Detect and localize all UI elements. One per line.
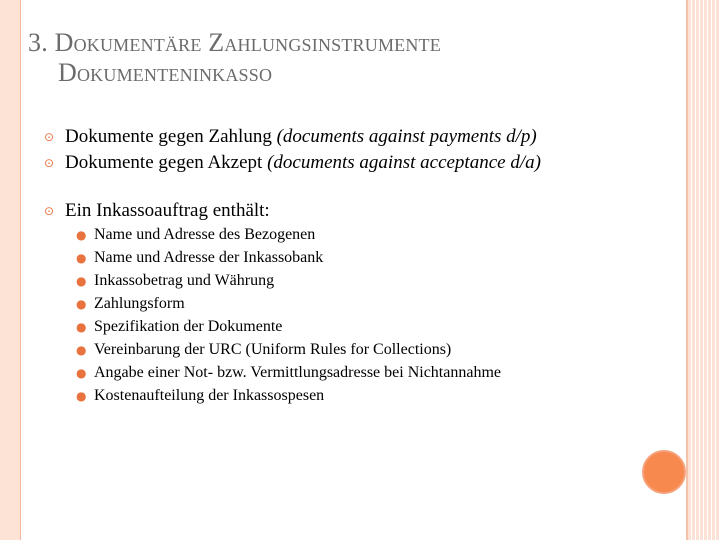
sub-bullet-icon: ● bbox=[76, 274, 87, 288]
sub-item-list bbox=[44, 226, 644, 405]
section-heading: Ein Inkassoauftrag enthält: bbox=[65, 200, 270, 221]
decorative-circle bbox=[642, 450, 686, 494]
slide-title bbox=[28, 28, 668, 88]
sub-bullet-icon: ● bbox=[76, 251, 87, 265]
title-line-2: Dokumenteninkasso bbox=[58, 58, 273, 87]
sub-bullet-icon: ● bbox=[76, 228, 87, 242]
right-border-stripes bbox=[688, 0, 720, 540]
bullet-icon: ⊙ bbox=[44, 130, 55, 144]
sub-item-text: Inkassobetrag und Währung bbox=[94, 272, 275, 289]
sub-item-text: Spezifikation der Dokumente bbox=[94, 318, 283, 335]
bullet-icon: ⊙ bbox=[44, 204, 55, 218]
sub-bullet-icon: ● bbox=[76, 343, 87, 357]
bullet-italic-text: (documents against acceptance d/a) bbox=[267, 152, 541, 173]
sub-item bbox=[44, 272, 644, 290]
bullet-italic-text: (documents against payments d/p) bbox=[276, 126, 537, 147]
bullet-item bbox=[44, 126, 644, 148]
bullet-item bbox=[44, 152, 644, 174]
sub-item bbox=[44, 387, 644, 405]
sub-item-text: Kostenaufteilung der Inkassospesen bbox=[94, 387, 325, 404]
sub-item-text: Name und Adresse des Bezogenen bbox=[94, 226, 316, 243]
left-margin-line bbox=[20, 0, 21, 540]
sub-item bbox=[44, 249, 644, 267]
sub-bullet-icon: ● bbox=[76, 389, 87, 403]
bullet-icon: ⊙ bbox=[44, 156, 55, 170]
sub-bullet-icon: ● bbox=[76, 297, 87, 311]
sub-item bbox=[44, 341, 644, 359]
sub-item-text: Zahlungsform bbox=[94, 295, 185, 312]
sub-item-text: Name und Adresse der Inkassobank bbox=[94, 249, 324, 266]
sub-item bbox=[44, 295, 644, 313]
sub-item bbox=[44, 226, 644, 244]
sub-bullet-icon: ● bbox=[76, 320, 87, 334]
sub-item bbox=[44, 318, 644, 336]
bullet-text: Dokumente gegen Akzept bbox=[65, 152, 268, 173]
sub-bullet-icon: ● bbox=[76, 366, 87, 380]
title-line-1: 3. Dokumentäre Zahlungsinstrumente bbox=[28, 28, 441, 57]
left-margin-band bbox=[0, 0, 20, 540]
section-heading-item bbox=[44, 200, 644, 222]
sub-item bbox=[44, 364, 644, 382]
bullet-text: Dokumente gegen Zahlung bbox=[65, 126, 277, 147]
slide-content bbox=[44, 126, 644, 410]
sub-item-text: Angabe einer Not- bzw. Vermittlungsadresse bei Nichtannahme bbox=[94, 364, 501, 381]
sub-item-text: Vereinbarung der URC (Uniform Rules for Collections) bbox=[94, 341, 452, 358]
